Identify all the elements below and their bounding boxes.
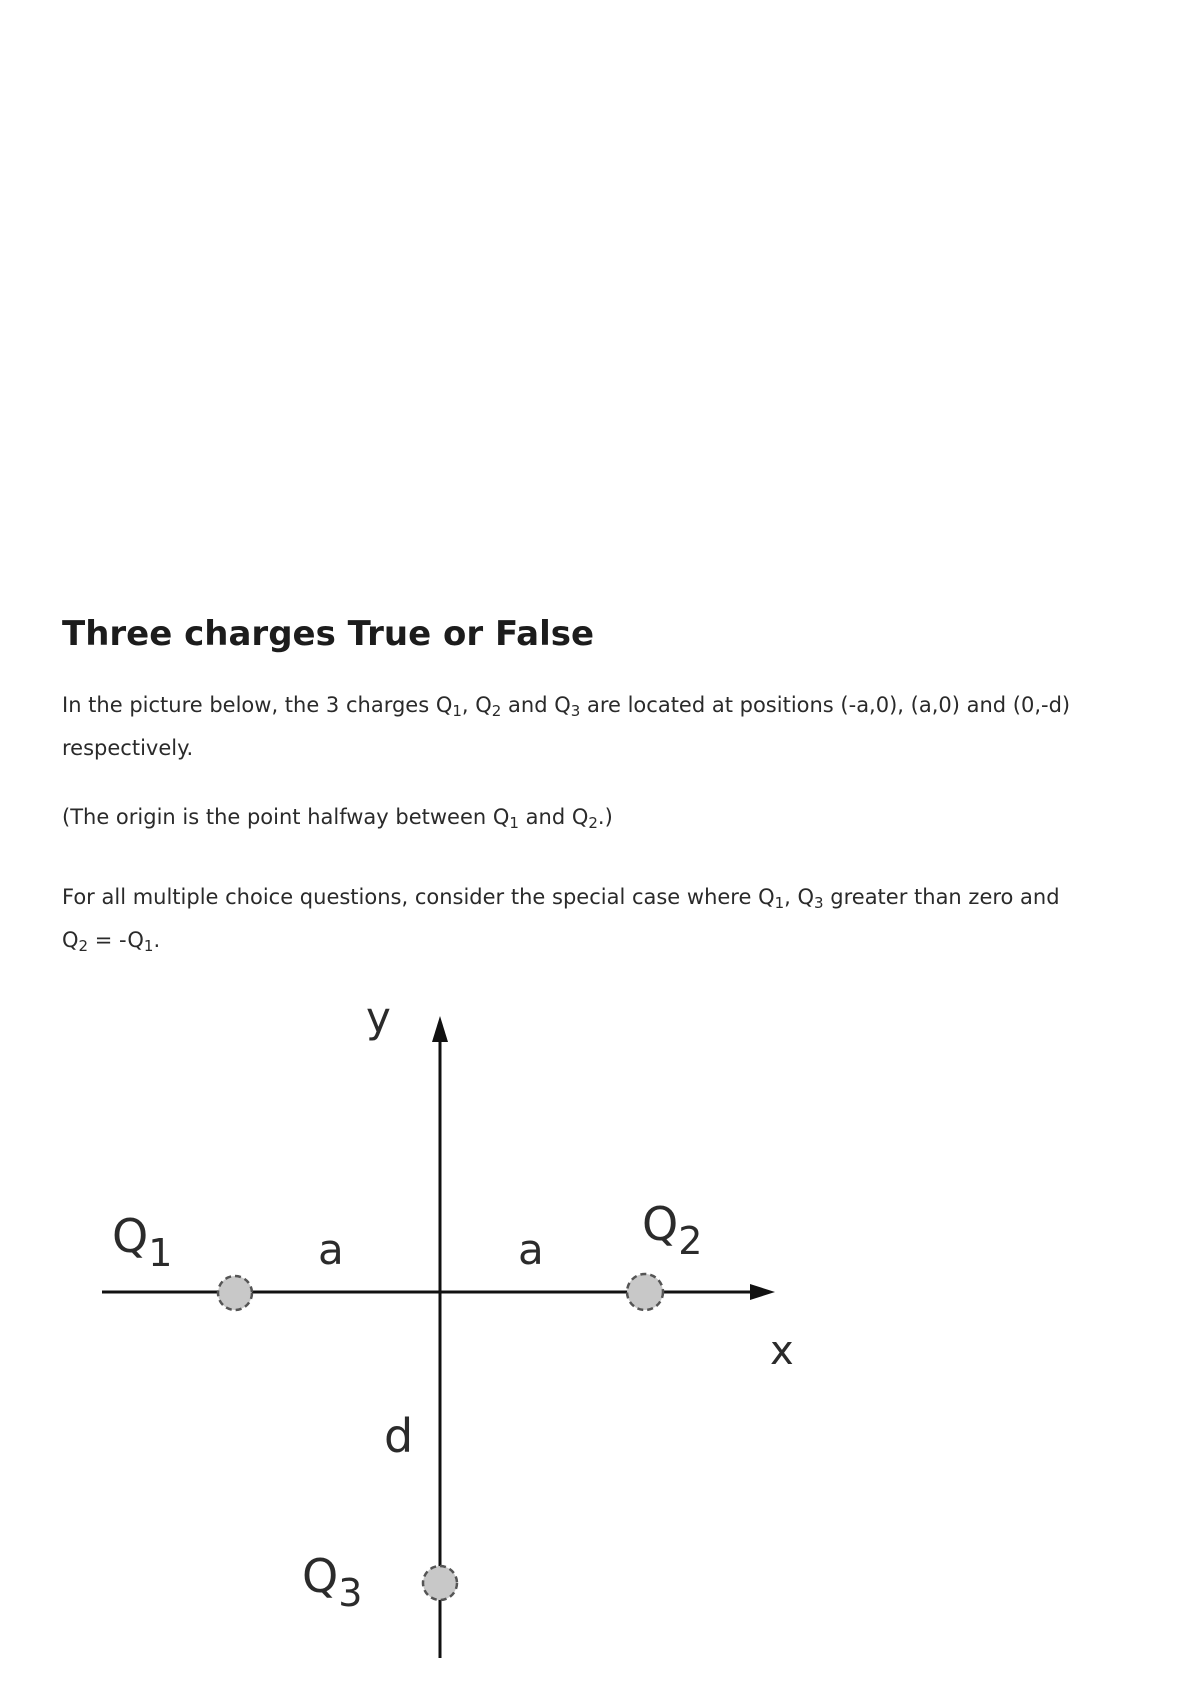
x-axis-label: x [770, 1328, 794, 1374]
charge-q3-label-subscript: 3 [338, 1571, 363, 1615]
charge-q1-subscript: 1 [143, 937, 154, 955]
charge-q2-label-subscript: 2 [678, 1219, 703, 1263]
intro-conjunction: and [501, 693, 555, 717]
charge-q1-ref: Q [127, 928, 144, 952]
charge-q2-marker [627, 1274, 663, 1310]
mc-note-end: . [153, 928, 161, 952]
charge-q1-letter: Q [112, 1209, 149, 1263]
charge-q1-subscript: 1 [452, 702, 462, 720]
intro-paragraph [62, 684, 1072, 770]
charge-q3-label [302, 1549, 362, 1615]
mc-note-start: For all multiple choice questions, consider the special case where [62, 885, 759, 909]
charge-q2-ref: Q [62, 928, 79, 952]
charge-q1-label [112, 1209, 172, 1275]
intro-separator: , [461, 693, 476, 717]
charge-q2-ref: Q [475, 693, 492, 717]
origin-note-end: .) [597, 805, 613, 829]
charge-q2-subscript: 2 [588, 814, 598, 832]
charge-q2-subscript: 2 [78, 937, 89, 955]
charge-q2-label [642, 1197, 702, 1263]
charge-q1-label-subscript: 1 [148, 1231, 173, 1275]
intro-text-start: In the picture below, the 3 charges [62, 693, 436, 717]
mc-note-equals: = - [88, 928, 128, 952]
charge-q1-subscript: 1 [774, 894, 785, 912]
vertical-distance-label: d [384, 1409, 414, 1463]
charges-diagram [90, 990, 830, 1680]
x-axis-arrowhead [750, 1284, 775, 1300]
charge-q3-letter: Q [302, 1549, 339, 1603]
charges-diagram-svg [90, 990, 830, 1680]
left-distance-label: a [318, 1225, 344, 1274]
origin-note [62, 796, 1072, 839]
charge-q1-subscript: 1 [509, 814, 519, 832]
charge-q3-subscript: 3 [570, 702, 581, 720]
origin-note-start: (The origin is the point halfway between [62, 805, 493, 829]
origin-note-conjunction: and [518, 805, 572, 829]
charge-q2-ref: Q [571, 805, 589, 829]
charge-q3-marker [423, 1566, 457, 1600]
charge-q3-ref: Q [554, 693, 571, 717]
y-axis-arrowhead [432, 1016, 448, 1042]
charge-q3-ref: Q [797, 885, 815, 909]
y-axis-label: y [366, 993, 391, 1042]
intro-text-end: are located at positions (-a,0), (a,0) and (0,-d) respectively. [62, 693, 1071, 760]
mc-note-middle: greater than zero and [823, 885, 1060, 909]
charge-q1-ref: Q [435, 693, 453, 717]
mc-note-separator: , [784, 885, 798, 909]
charge-q2-subscript: 2 [491, 702, 502, 720]
charge-q2-letter: Q [642, 1197, 679, 1251]
multiple-choice-note [62, 876, 1072, 962]
charge-q1-ref: Q [758, 885, 775, 909]
right-distance-label: a [518, 1225, 544, 1274]
charge-q3-subscript: 3 [814, 894, 824, 912]
page-title: Three charges True or False [62, 614, 595, 654]
charge-q1-marker [218, 1276, 252, 1310]
charge-q1-ref: Q [492, 805, 510, 829]
